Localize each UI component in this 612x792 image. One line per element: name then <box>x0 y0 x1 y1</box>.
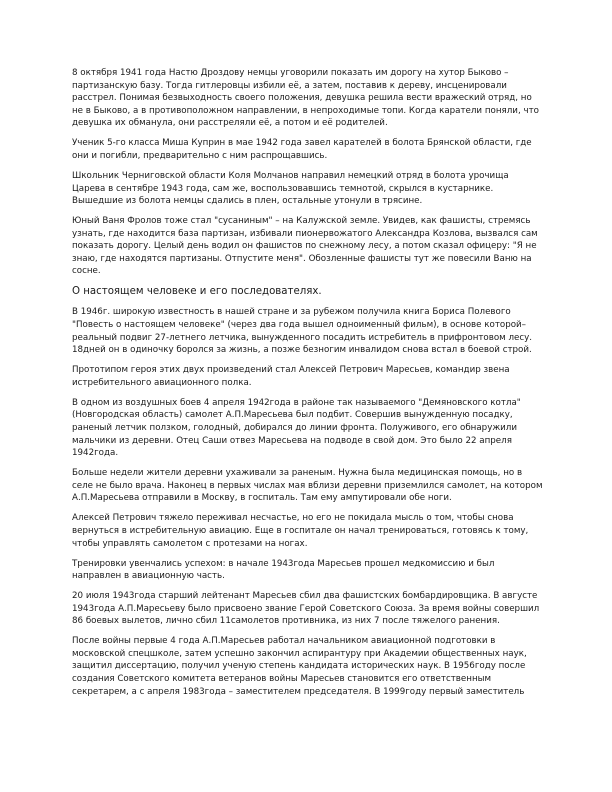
paragraph-kolya-molchanov: Школьник Черниговской области Коля Молчанов направил немецкий отряд в болота урочища Царева в сентябре 1943 года, сам же, воспользовавшись темнотой, скрылся в кустарнике. Вышедшие из болота немцы сдались в плен, остальные утонули в трясине. <box>72 170 509 207</box>
paragraph-nastya-drozdova: 8 октября 1941 года Настю Дроздову немцы уговорили показать им дорогу на хутор Быково – партизанскую базу. Тогда гитлеровцы избили её, а затем, поставив к дереву, инсценировали расстрел. Понимая безвыходность своего положения, девушка решила вести вражеский отряд, но не в Быково, а в противоположном направлении, в непроходимые топи. Когда каратели поняли, что девушка их обманула, они расстреляли её, а потом и её родителей. <box>72 68 539 129</box>
document-page <box>72 67 544 706</box>
paragraph-postwar: После войны первые 4 года А.П.Маресьев работал начальником авиационной подготовки в московской спецшколе, затем успешно закончил аспирантуру при Академии общественных наук, защитил диссертацию, получил ученую степень кандидата исторических наук. В 1956году после создания Советского комитета ветеранов войны Маресьев становится его ответственным секретарем, а с апреля 1983года – заместителем председателя. В 1999году первый заместитель <box>72 636 527 697</box>
paragraph-training-success: Тренировки увенчались успехом: в начале 1943года Маресьев прошел медкомиссию и был направлен в авиационную часть. <box>72 558 495 582</box>
section-heading: О настоящем человеке и его последователях. <box>72 286 322 298</box>
paragraph-training-resolve: Алексей Петрович тяжело переживал несчастье, но его не покидала мысль о том, чтобы снова вернуться в истребительную авиацию. Еще в госпитале он начал тренироваться, готовясь к тому, чтобы управлять самолетом с протезами на ногах. <box>72 513 529 549</box>
paragraph-misha-kuprin: Ученик 5-го класса Миша Куприн в мае 1942 года завел карателей в болота Брянской области, где они и погибли, предварительно с ним распрощавшись. <box>72 138 532 161</box>
paragraph-vanya-frolov: Юный Ваня Фролов тоже стал "сусаниным" – на Калужской земле. Увидев, как фашисты, стремясь узнать, где находится база партизан, избивали пионервожатого Александра Козлова, вызвался сам показать дорогу. Целый день водил он фашистов по снежному лесу, а потом сказал офицеру: "Я не знаю, где находятся партизаны. Отпустите меня". Обозленные фашисты тут же повесили Ваню на сосне. <box>72 216 538 277</box>
paragraph-hero-title: 20 июля 1943года старший лейтенант Маресьев сбил два фашистских бомбардировщика. В августе 1943года А.П.Маресьеву было присвоено звание Герой Советского Союза. За время войны совершил 86 боевых вылетов, лично сбил 11самолетов противника, из них 7 после тяжелого ранения. <box>72 591 540 627</box>
paragraph-air-battle: В одном из воздушных боев 4 апреля 1942года в районе так называемого "Демяновского котла" (Новгородская область) самолет А.П.Маресьева был подбит. Совершив вынужденную посадку, раненый летчик ползком, голодный, добирался до линии фронта. Полуживого, его обнаружили мальчики из деревни. Отец Саши отвез Маресьева на подводе в свой дом. Это было 22 апреля 1942года. <box>72 397 521 459</box>
paragraph-polevoy-book: В 1946г. широкую известность в нашей стране и за рубежом получила книга Бориса Полевого "Повесть о настоящем человеке" (через два года вышел одноименный фильм), в основе которой– реальный подвиг 27-летнего летчика, вынужденного посадить истребитель в прифронтовом лесу. 18дней он в одиночку боролся за жизнь, а позже безногим инвалидом снова встал в боевой строй. <box>72 307 533 356</box>
paragraph-village-care: Больше недели жители деревни ухаживали за раненым. Нужна была медицинская помощь, но в селе не было врача. Наконец в первых числах мая вблизи деревни приземлился самолет, на котором А.П.Маресьева отправили в Москву, в госпиталь. Там ему ампутировали обе ноги. <box>72 468 543 504</box>
paragraph-prototype: Прототипом героя этих двух произведений стал Алексей Петрович Маресьев, командир звена истребительного авиационного полка. <box>72 365 510 388</box>
